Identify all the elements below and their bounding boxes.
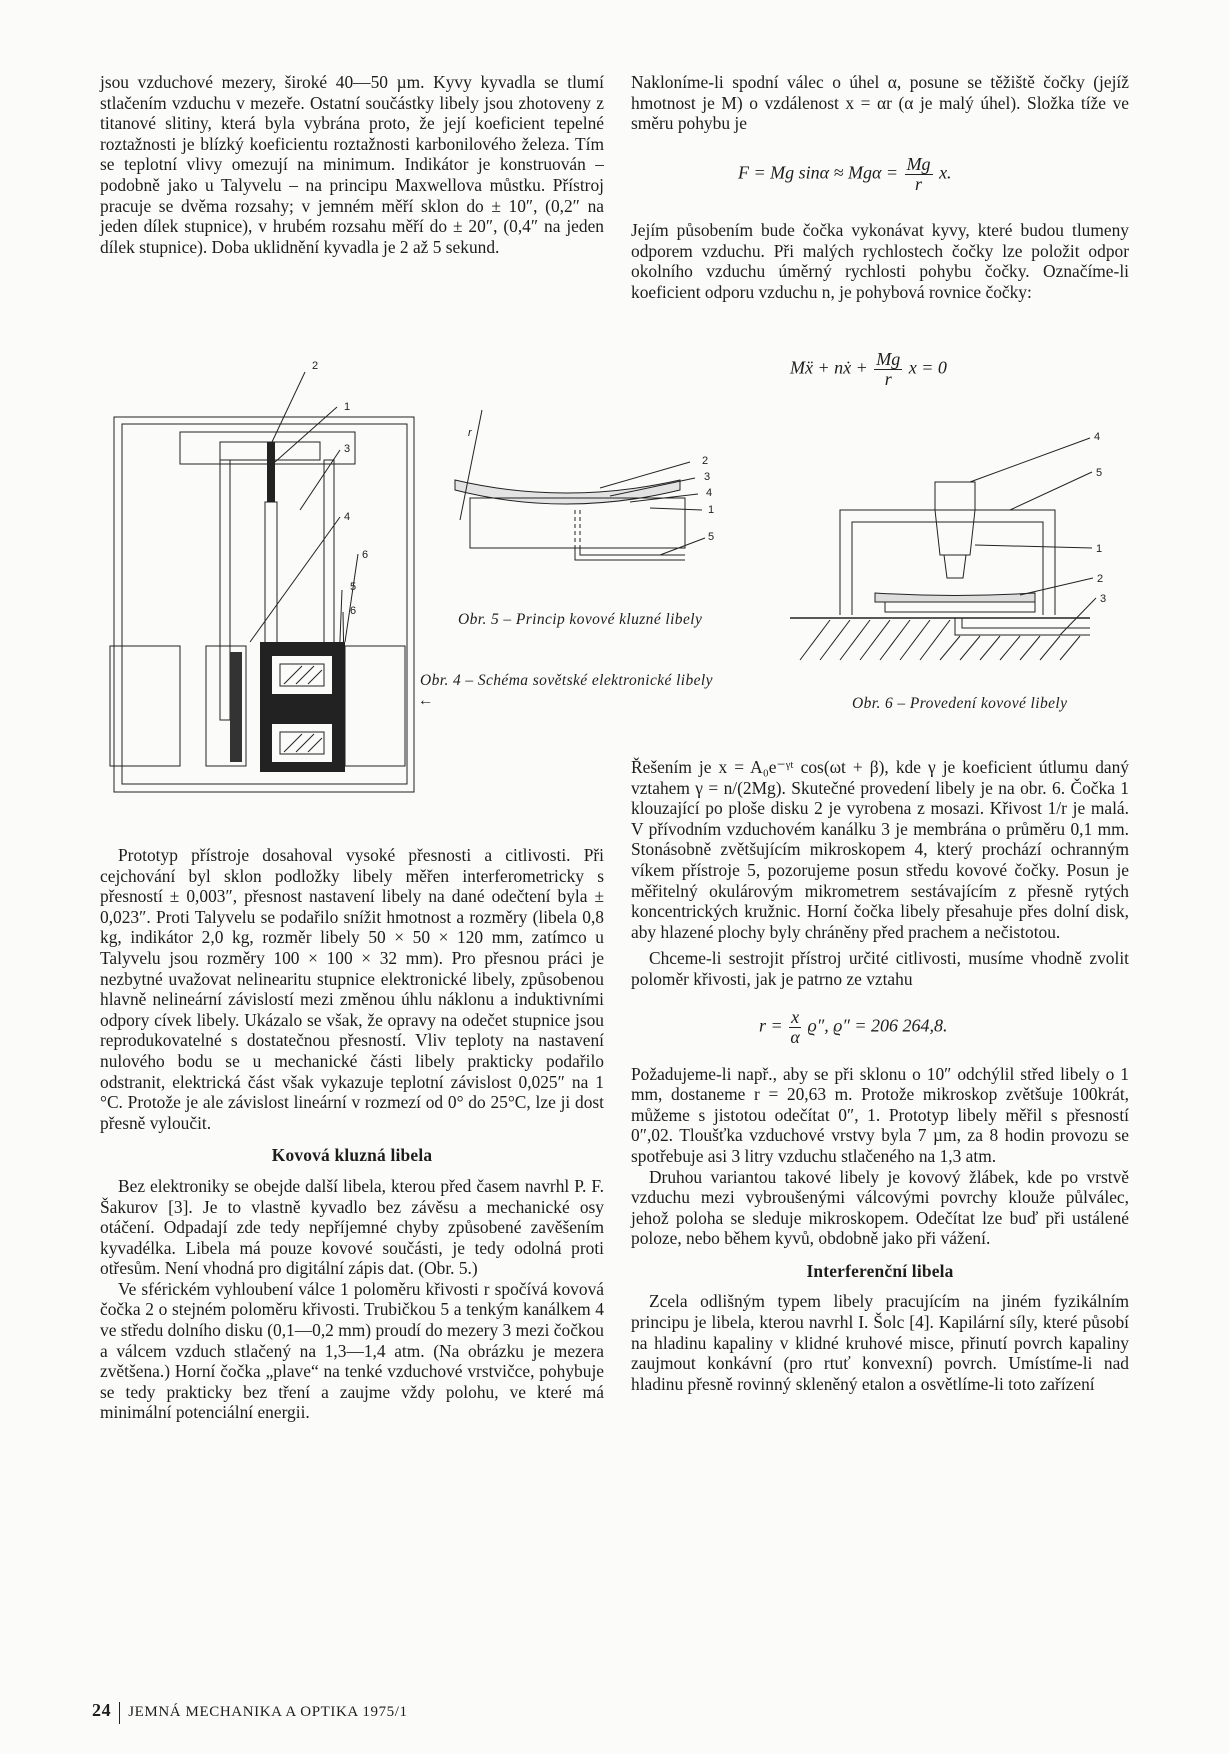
right-column-bottom [631, 757, 1129, 1394]
equation-part: x = 0 [908, 357, 947, 378]
fig4-label: 3 [344, 443, 351, 455]
figure-4-caption: Obr. 4 – Schéma sovětské elektronické libely [420, 672, 713, 689]
fig6-label: 2 [1097, 573, 1104, 585]
page-number: 24 [92, 1700, 112, 1720]
page-footer [92, 1700, 408, 1724]
section-heading: Interferenční libela [806, 1260, 954, 1281]
fig5-label: 4 [706, 487, 713, 499]
numerator: Mg [876, 349, 901, 369]
equation-part: Mẍ + nẋ + [790, 357, 868, 378]
paragraph: Řešením je x = A₀e⁻ᵞᵗ cos(ωt + β), kde γ je koeficient útlumu daný vztahem γ = n/(2Mg). Skutečné provedení libely je na obr. 6. Čočka 1 klouzající po ploše disku 2 je vyrobena z mosazi. Křivost 1/r je malá. V přívodním vzduchovém kanálku 3 je membrána o průměru 0,1 mm. Stonásobně zvětšujícím mikroskopem 4, který prochází ochranným víkem přístroje 5, pozorujeme posun středu kovové čočky. Posun je měřitelný okulárovým mikrometrem sestávajícím z přesně rytých koncentrických kružnic. Horní čočka libely přesahuje přes dolní disk, aby hlazené plochy byly chráněny před prachem a nečistotou. [631, 757, 1129, 942]
fig5-label: r [468, 427, 472, 439]
denominator: r [915, 174, 923, 194]
paragraph: Chceme-li sestrojit přístroj určité citlivosti, musíme vhodně zvolit poloměr křivosti, jak je patrno ze vztahu [631, 948, 1129, 989]
equation-part: r = [759, 1015, 783, 1036]
fig4-label: 2 [312, 360, 319, 372]
fraction [874, 350, 902, 389]
fig4-label: 6 [350, 605, 357, 617]
journal-name: JEMNÁ MECHANIKA A OPTIKA 1975/1 [128, 1704, 408, 1720]
fig6-label: 3 [1100, 593, 1107, 605]
equation-block [631, 990, 1129, 1064]
fig6-label: 4 [1094, 431, 1101, 443]
paragraph: Požadujeme-li např., aby se při sklonu o 10″ odchýlil střed libely o 1 mm, dostaneme r = 20,63 m. Protože mikroskop zvětšuje 100krát, můžeme s jistotou odečítat 0″, 1. Prototyp libely měřil s přesností 0″,02. Tloušťka vzduchové vrstvy byla 7 µm, za 8 hodin provozu se spotřebuje asi 3 litry vzduchu stlačeného na 1,3 atm. [631, 1063, 1129, 1166]
paragraph: Druhou variantou takové libely je kovový žlábek, kde po vrstvě vzduchu mezi vybroušenými válcovými povrchy klouže půlválec, jehož poloha se sleduje mikroskopem. Odečítat lze buď při ustálené poloze, nebo během kyvů, obdobně jako při vážení. [631, 1166, 1129, 1249]
figure-4-diagram [100, 360, 430, 810]
equation-force [738, 155, 952, 194]
paragraph: Bez elektroniky se obejde další libela, kterou před časem navrhl P. F. Šakurov [3]. Je to vlastně kyvadlo bez závěsu a mechanické osy otáčení. Odpadají zde tedy nepříjemné chyby způsobené zavěšením kyvadélka. Libela má pouze kovové součásti, je tedy odolná proti otřesům. Není vhodná pro digitální zápis dat. (Obr. 5.) [100, 1175, 604, 1279]
equation-part: ϱ″, ϱ″ = 206 264,8. [807, 1015, 948, 1036]
paragraph: Prototyp přístroje dosahoval vysoké přesnosti a citlivosti. Při cejchování byl sklon podložky libely měřen interferometricky s přesností ± 0,003″, přesnost nastavení libely na dané odečtení byla ± 0,023″. Proti Talyvelu se podařilo snížit hmotnost a rozměry (libela 0,8 kg, indikátor 2,0 kg, rozměr libely 50 × 50 × 120 mm, zatímco u Talyvelu jsou rozměry 100 × 100 × 32 mm). Pro přesnou práci je nezbytné uvažovat nelinearitu stupnice elektronické libely, způsobenou hlavně nelineární závislostí mezi změnou úhlu náklonu a induktivními odpory cívek libely. Ukázalo se však, že opravy na odečet stupnice jsou reprodukovatelné s dostatečnou přesností. Vliv teploty na nastavení nulového bodu se u mechanické části libely prakticky podařilo odstranit, elektrická část však vykazuje teplotní závislost 0,025″ na 1 °C. Protože je ale závislost lineární v rozmezí od 0° do 25°C, lze ji dost přesně vyloučit. [100, 845, 604, 1133]
fig4-label: 5 [350, 581, 357, 593]
fig4-label: 4 [344, 511, 351, 523]
figure-6-diagram [790, 430, 1130, 680]
fig5-label: 2 [702, 455, 709, 467]
fig4-label: 1 [344, 401, 351, 413]
numerator: x [791, 1006, 800, 1027]
numerator: Mg [906, 154, 931, 174]
denominator: r [884, 369, 892, 389]
left-column-bottom [100, 845, 604, 1423]
right-column-top [631, 72, 1129, 134]
left-column-top [100, 72, 604, 257]
equation-radius [759, 1008, 948, 1047]
paragraph: Jejím působením bude čočka vykonávat kyvy, které budou tlumeny odporem vzduchu. Při malých rychlostech čočky lze položit odpor okolního vzduchu úměrný rychlosti pohybu čočky. Označíme-li koeficient odporu vzduchu n, je pohybová rovnice čočky: [631, 220, 1129, 302]
figure-5-caption: Obr. 5 – Princip kovové kluzné libely [458, 611, 703, 628]
fig5-label: 1 [708, 504, 715, 516]
section-heading: Kovová kluzná libela [271, 1145, 433, 1166]
fig5-label: 5 [708, 531, 715, 543]
equation-part: x. [939, 162, 952, 183]
paragraph: Nakloníme-li spodní válec o úhel α, posune se těžiště čočky (jejíž hmotnost je M) o vzdálenost x = αr (α je malý úhel). Složka tíže ve směru pohybu je [631, 72, 1129, 134]
denominator: α [790, 1026, 800, 1047]
fig6-label: 5 [1096, 467, 1103, 479]
figure-6-caption: Obr. 6 – Provedení kovové libely [852, 695, 1068, 712]
fig5-label: 3 [704, 471, 711, 483]
figure-4-arrow: ← [418, 692, 434, 709]
equation-motion [790, 350, 947, 389]
right-column-mid [631, 220, 1129, 302]
fraction [905, 155, 933, 194]
footer-divider [119, 1702, 120, 1724]
paragraph: jsou vzduchové mezery, široké 40—50 µm. Kyvy kyvadla se tlumí stlačením vzduchu v mezeře. Ostatní součástky libely jsou zhotoveny z titanové slitiny, která byla vybrána proto, že její koeficient tepelné roztažnosti je blízký koeficientu roztažnosti karbonilového železa. Tím se teplotní vlivy omezují na minimum. Indikátor je konstruován – podobně jako u Talyvelu – na principu Maxwellova můstku. Přístroj pracuje se dvěma rozsahy; v jemném měří sklon do ± 10″, (0,2″ na jeden dílek stupnice), v hrubém rozsahu měří do ± 20″, (0,4″ na jeden dílek stupnice). Doba uklidnění kyvadla je 2 až 5 sekund. [100, 72, 604, 257]
fig4-label: 6 [362, 549, 369, 561]
fig6-label: 1 [1096, 543, 1103, 555]
fraction [789, 1008, 801, 1047]
figure-5-diagram [450, 410, 750, 600]
equation-part: F = Mg sinα ≈ Mgα = [738, 162, 899, 183]
paragraph: Ve sférickém vyhloubení válce 1 poloměru křivosti r spočívá kovová čočka 2 o stejném poloměru křivosti. Trubičkou 5 a tenkým kanálkem 4 ve středu dolního disku (0,1—0,2 mm) proudí do mezery 3 mezi čočkou a válcem vzduch stlačený na 1,3—1,4 atm. (Na obrázku je mezera zvětšena.) Horní čočka „plave“ na tenké vzduchové vrstvičce, pohybuje se tedy prakticky bez tření a zaujme vždy polohu, ve které má minimální potenciální energii. [100, 1278, 604, 1423]
paragraph: Zcela odlišným typem libely pracujícím na jiném fyzikálním principu je libela, kterou navrhl I. Šolc [4]. Kapilární síly, které působí na hladinu kapaliny v klidné kruhové misce, přinutí povrch kapaliny zaujmout konkávní (pro rtuť konvexní) povrch. Umístíme-li nad hladinu přesně rovinný skleněný etalon a osvětlíme-li toto zařízení [631, 1291, 1129, 1394]
